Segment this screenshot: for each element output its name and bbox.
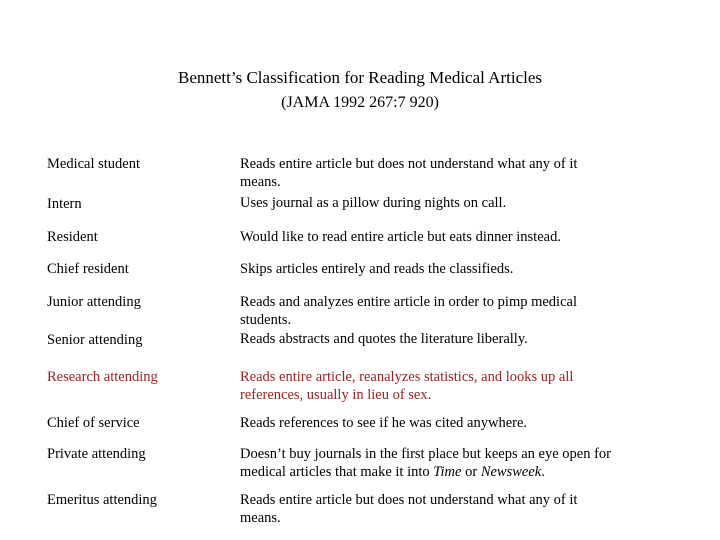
desc-private-attending-line2: [240, 463, 545, 481]
desc-emeritus-attending-line1: Reads entire article but does not understand what any of it: [240, 492, 578, 508]
role-medical-student: Medical student: [47, 156, 141, 172]
role-junior-attending: Junior attending: [47, 294, 141, 310]
desc-private-attending-text-b: or: [461, 464, 481, 480]
desc-chief-resident: Skips articles entirely and reads the classifieds.: [240, 261, 514, 277]
desc-junior-attending-line2: students.: [240, 312, 292, 328]
desc-senior-attending: Reads abstracts and quotes the literature liberally.: [240, 331, 528, 347]
role-intern: Intern: [47, 196, 82, 212]
desc-emeritus-attending-line2: means.: [240, 510, 281, 526]
desc-private-attending-text-a: medical articles that make it into: [240, 464, 434, 480]
magazine-newsweek: Newsweek: [480, 464, 542, 480]
magazine-time: Time: [433, 464, 462, 480]
desc-resident: Would like to read entire article but eats dinner instead.: [240, 229, 561, 245]
desc-intern: Uses journal as a pillow during nights on call.: [240, 195, 507, 211]
desc-medical-student-line1: Reads entire article but does not understand what any of it: [240, 156, 578, 172]
desc-medical-student-line2: means.: [240, 174, 281, 190]
role-chief-of-service: Chief of service: [47, 415, 140, 431]
desc-junior-attending-line1: Reads and analyzes entire article in order to pimp medical: [240, 294, 577, 310]
role-resident: Resident: [47, 229, 98, 245]
page-title: Bennett’s Classification for Reading Medical Articles: [178, 68, 542, 87]
desc-private-attending-line1: Doesn’t buy journals in the first place but keeps an eye open for: [240, 446, 611, 462]
role-private-attending: Private attending: [47, 446, 146, 462]
role-senior-attending: Senior attending: [47, 332, 143, 348]
role-emeritus-attending: Emeritus attending: [47, 492, 157, 508]
desc-private-attending-text-c: .: [541, 464, 545, 480]
role-chief-resident: Chief resident: [47, 261, 129, 277]
desc-research-attending-line2: references, usually in lieu of sex.: [240, 387, 432, 403]
desc-research-attending-line1: Reads entire article, reanalyzes statistics, and looks up all: [240, 369, 574, 385]
desc-chief-of-service: Reads references to see if he was cited anywhere.: [240, 415, 528, 431]
page-subtitle: (JAMA 1992 267:7 920): [281, 94, 439, 111]
role-research-attending: Research attending: [47, 369, 158, 385]
